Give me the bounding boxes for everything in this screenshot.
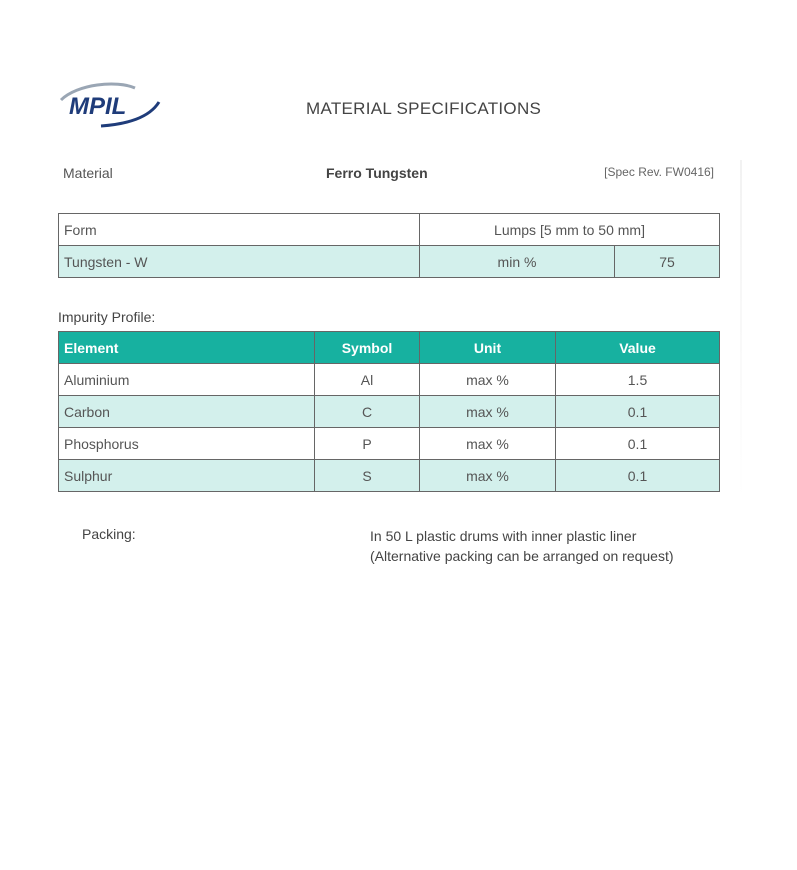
header-symbol: Symbol [315,332,420,364]
page-edge-shadow [740,160,742,500]
unit-cell: max % [420,396,556,428]
tungsten-label: Tungsten - W [59,246,420,278]
element-cell: Aluminium [59,364,315,396]
element-cell: Phosphorus [59,428,315,460]
value-cell: 0.1 [556,396,720,428]
packing-line-1: In 50 L plastic drums with inner plastic liner [370,528,637,544]
packing-label: Packing: [82,526,136,542]
material-name: Ferro Tungsten [326,165,428,181]
unit-cell: max % [420,428,556,460]
main-spec-table [58,213,720,278]
table-row [59,396,720,428]
packing-text [370,526,674,566]
page-title: MATERIAL SPECIFICATIONS [306,99,542,118]
company-logo [57,82,161,128]
symbol-cell: C [315,396,420,428]
unit-cell: max % [420,364,556,396]
tungsten-value: 75 [615,246,720,278]
value-cell: 1.5 [556,364,720,396]
element-cell: Sulphur [59,460,315,492]
header-element: Element [59,332,315,364]
form-value: Lumps [5 mm to 50 mm] [420,214,720,246]
table-row [59,460,720,492]
tungsten-unit: min % [420,246,615,278]
material-label: Material [63,165,113,181]
impurity-profile-label: Impurity Profile: [58,309,156,325]
table-row [59,364,720,396]
impurity-table [58,331,720,492]
value-cell: 0.1 [556,428,720,460]
table-header-row [59,332,720,364]
logo-text: MPIL [69,93,127,120]
unit-cell: max % [420,460,556,492]
packing-line-2: (Alternative packing can be arranged on request) [370,548,674,564]
symbol-cell: S [315,460,420,492]
element-cell: Carbon [59,396,315,428]
header-unit: Unit [420,332,556,364]
table-row [59,428,720,460]
value-cell: 0.1 [556,460,720,492]
form-label: Form [59,214,420,246]
symbol-cell: P [315,428,420,460]
symbol-cell: Al [315,364,420,396]
table-row [59,214,720,246]
header-value: Value [556,332,720,364]
table-row [59,246,720,278]
spec-revision: [Spec Rev. FW0416] [604,165,714,179]
